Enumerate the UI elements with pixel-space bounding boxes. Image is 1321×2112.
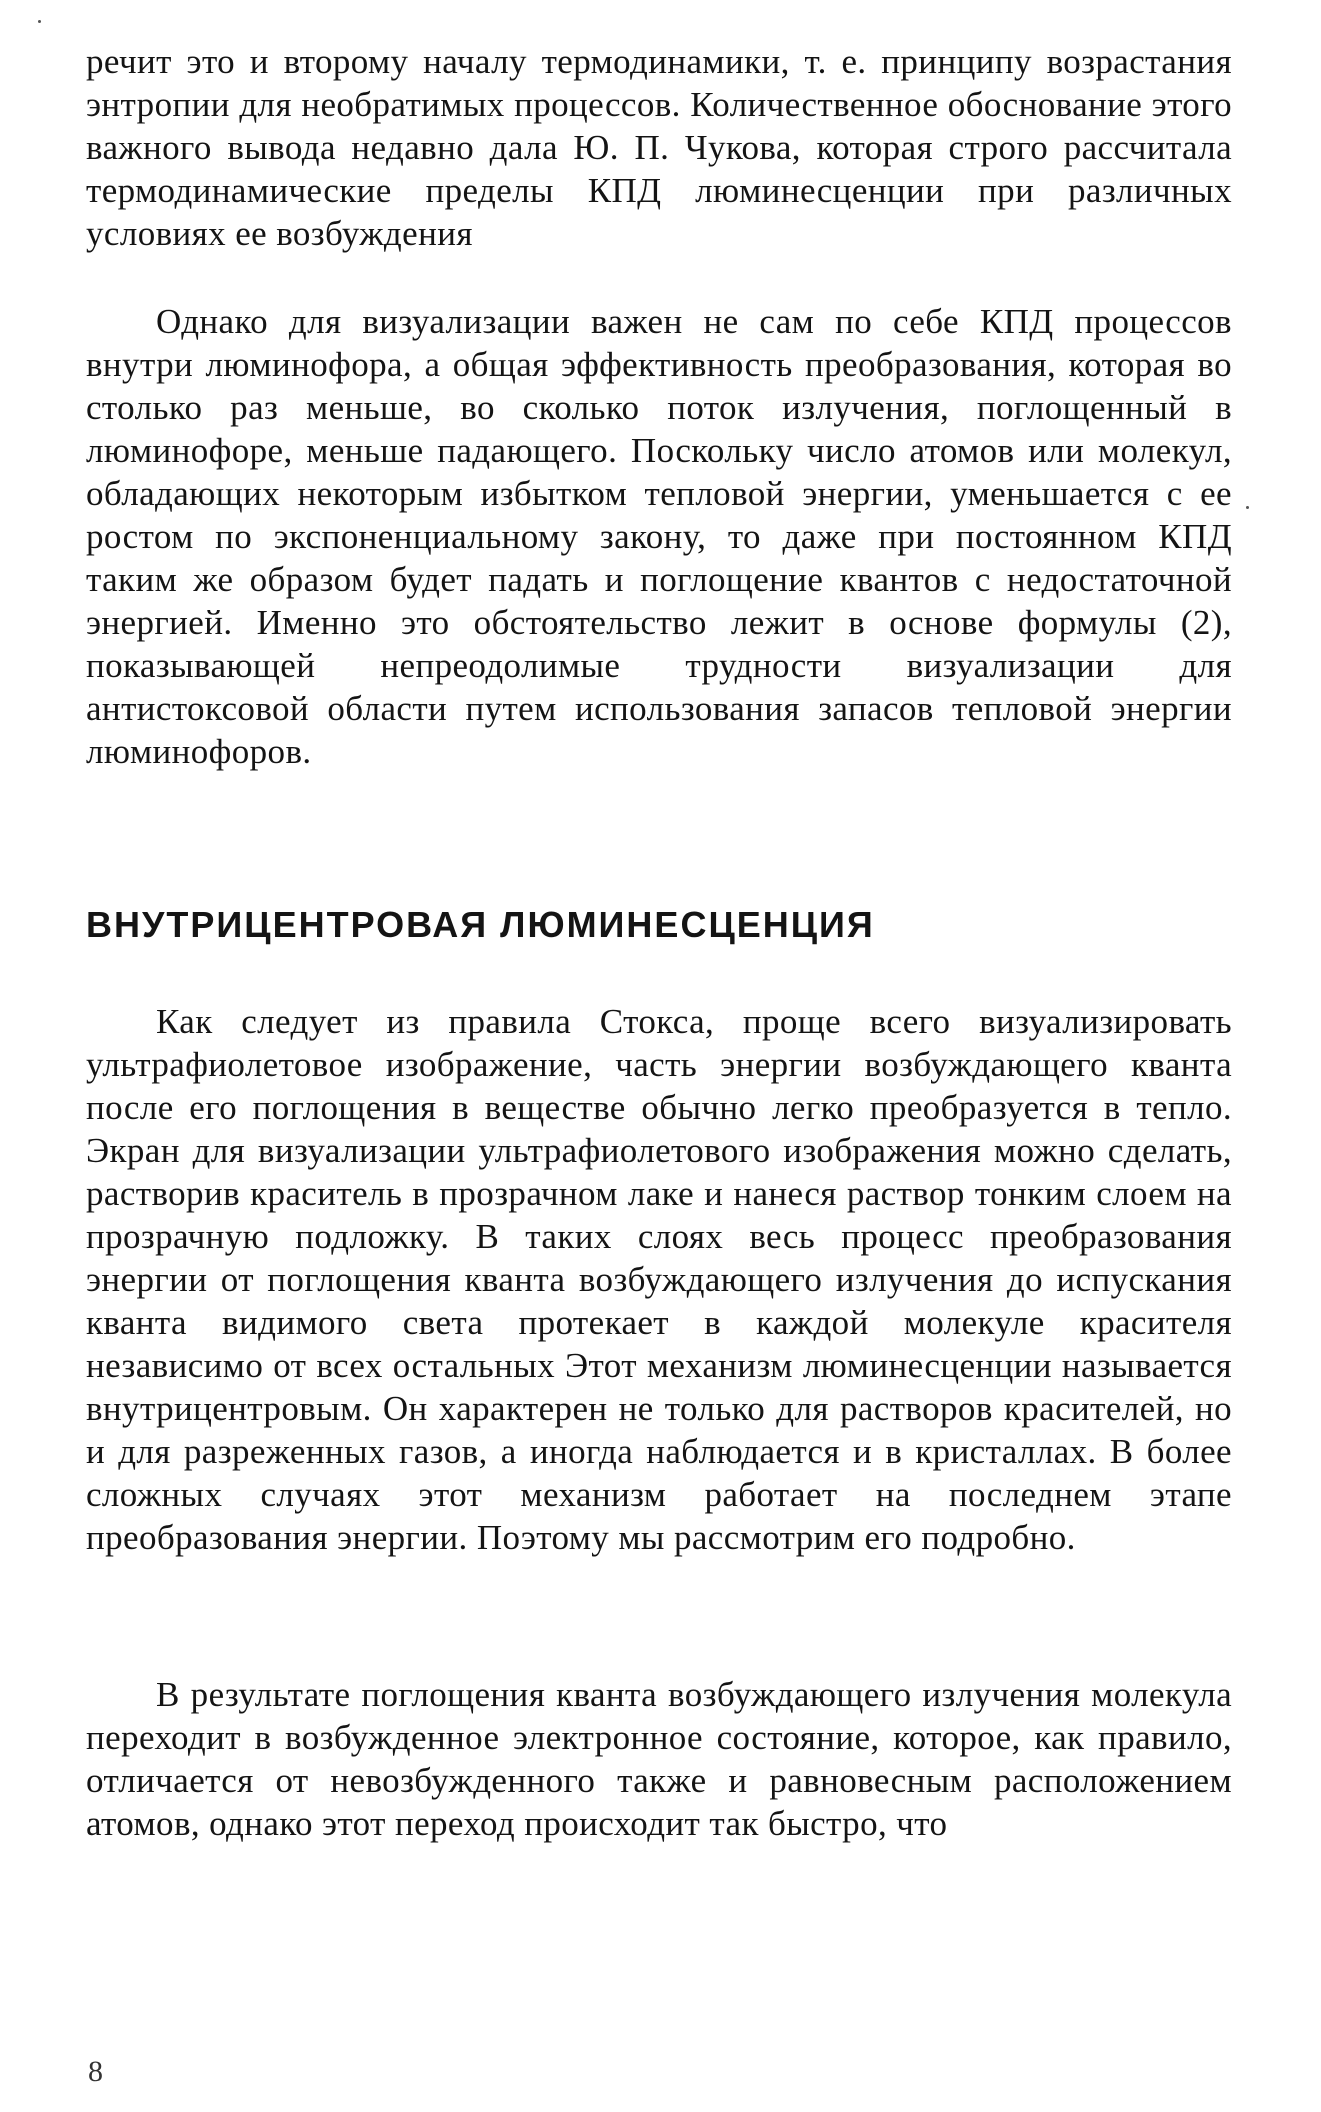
scan-speck [1246, 506, 1249, 509]
paragraph-intro-continued: речит это и второму началу термодинамики, т. е. принципу возрастания энтропии для необратимых процессов. Количественное обоснование этого важного вывода недавно дала Ю. П. Чукова, которая строго рассчитала термодинамические пределы КПД люминесценции при различных условиях ее возбуждения [86, 42, 1232, 253]
section-heading: ВНУТРИЦЕНТРОВАЯ ЛЮМИНЕСЦЕНЦИЯ [86, 904, 875, 945]
paragraph-stokes-rule: Как следует из правила Стокса, проще всего визуализировать ультрафиолетовое изображение, часть энергии возбуждающего кванта после его поглощения в веществе обычно легко преобразуется в тепло. Экран для визуализации ультрафиолетового изображения можно сделать, растворив краситель в прозрачном лаке и нанеся раствор тонким слоем на прозрачную подложку. В таких слоях весь процесс преобразования энергии от поглощения кванта возбуждающего излучения до испускания кванта видимого света протекает в каждой молекуле красителя независимо от всех остальных Этот механизм люминесценции называется внутрицентровым. Он характерен не только для растворов красителей, но и для разреженных газов, а иногда наблюдается и в кристаллах. В более сложных случаях этот механизм работает на последнем этапе преобразования энергии. Поэтому мы рассмотрим его подробно. [86, 1002, 1232, 1557]
page-number: 8 [88, 2055, 103, 2088]
paragraph-efficiency: Однако для визуализации важен не сам по себе КПД процессов внутри люминофора, а общая эффективность преобразования, которая во столько раз меньше, во сколько поток излучения, поглощенный в люминофоре, меньше падающего. Поскольку число атомов или молекул, обладающих некоторым избытком тепловой энергии, уменьшается с ее ростом по экспоненциальному закону, то даже при постоянном КПД таким же образом будет падать и поглощение квантов с недостаточной энергией. Именно это обстоятельство лежит в основе формулы (2), показывающей непреодолимые трудности визуализации для антистоксовой области путем использования запасов тепловой энергии люминофоров. [86, 302, 1232, 771]
scan-speck [38, 20, 41, 23]
paragraph-absorption: В результате поглощения кванта возбуждающего излучения молекула переходит в возбужденное электронное состояние, которое, как правило, отличается от невозбужденного также и равновесным расположением атомов, однако этот переход происходит так быстро, что [86, 1675, 1232, 1843]
